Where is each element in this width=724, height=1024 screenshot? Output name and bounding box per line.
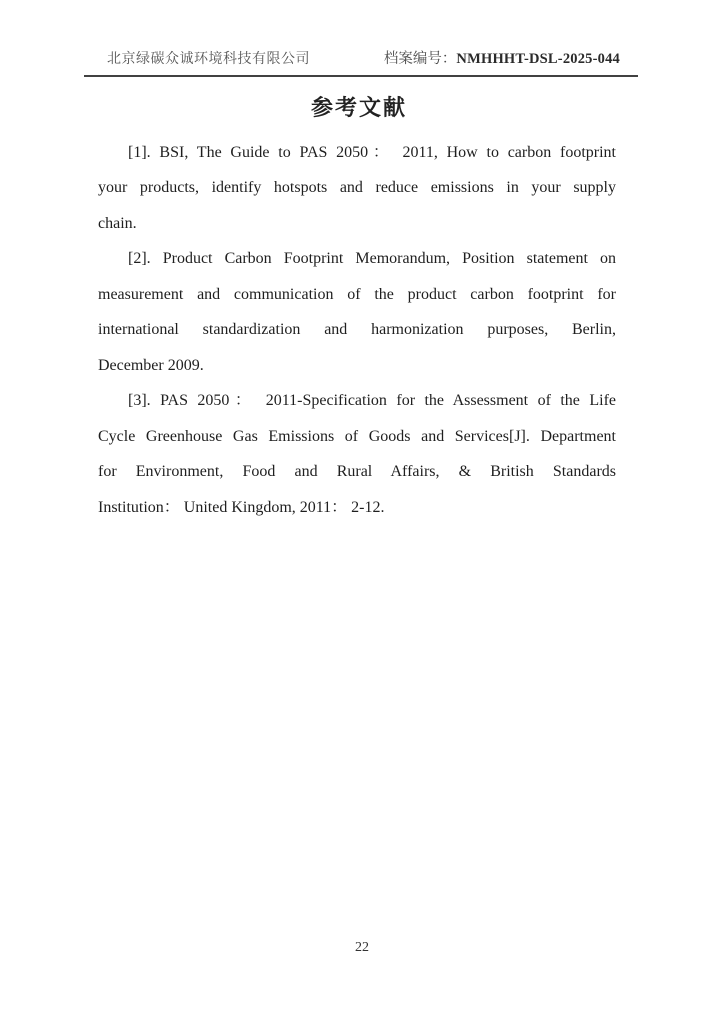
reference-2-line-2: measurement and communication of the product carbon footprint for [98,285,616,303]
reference-3-line-3: for Environment, Food and Rural Affairs, & British Standards [98,463,616,481]
page-title: 参考文献 [310,95,407,120]
reference-entry-3 [98,383,616,525]
reference-3-line-4: Institution： United Kingdom, 2011： 2-12. [98,498,385,516]
reference-2-line-1: [2]. Product Carbon Footprint Memorandum, Position statement on [128,250,616,268]
reference-3-line-1: [3]. PAS 2050： 2011-Specification for the Assessment of the Life [128,392,616,410]
reference-entry-2 [98,241,616,383]
reference-1-line-3: chain. [98,214,137,232]
reference-1-line-1: [1]. BSI, The Guide to PAS 2050： 2011, How to carbon footprint [128,144,616,161]
company-name: 北京绿碳众诚环境科技有限公司 [107,52,310,67]
reference-3-line-2: Cycle Greenhouse Gas Emissions of Goods and Services[J]. Department [98,427,616,445]
references-section [98,135,616,525]
page-number: 22 [355,940,369,955]
archive-number-label: 档案编号： [383,51,457,67]
archive-number-value: NMHHHT-DSL-2025-044 [456,51,620,67]
reference-2-line-3: international standardization and harmonization purposes, Berlin, [98,321,616,339]
reference-1-line-2: your products, identify hotspots and reduce emissions in your supply [98,179,616,197]
reference-2-line-4: December 2009. [98,356,204,374]
archive-number [384,47,620,68]
page-header [84,47,638,77]
reference-entry-1 [98,135,616,241]
